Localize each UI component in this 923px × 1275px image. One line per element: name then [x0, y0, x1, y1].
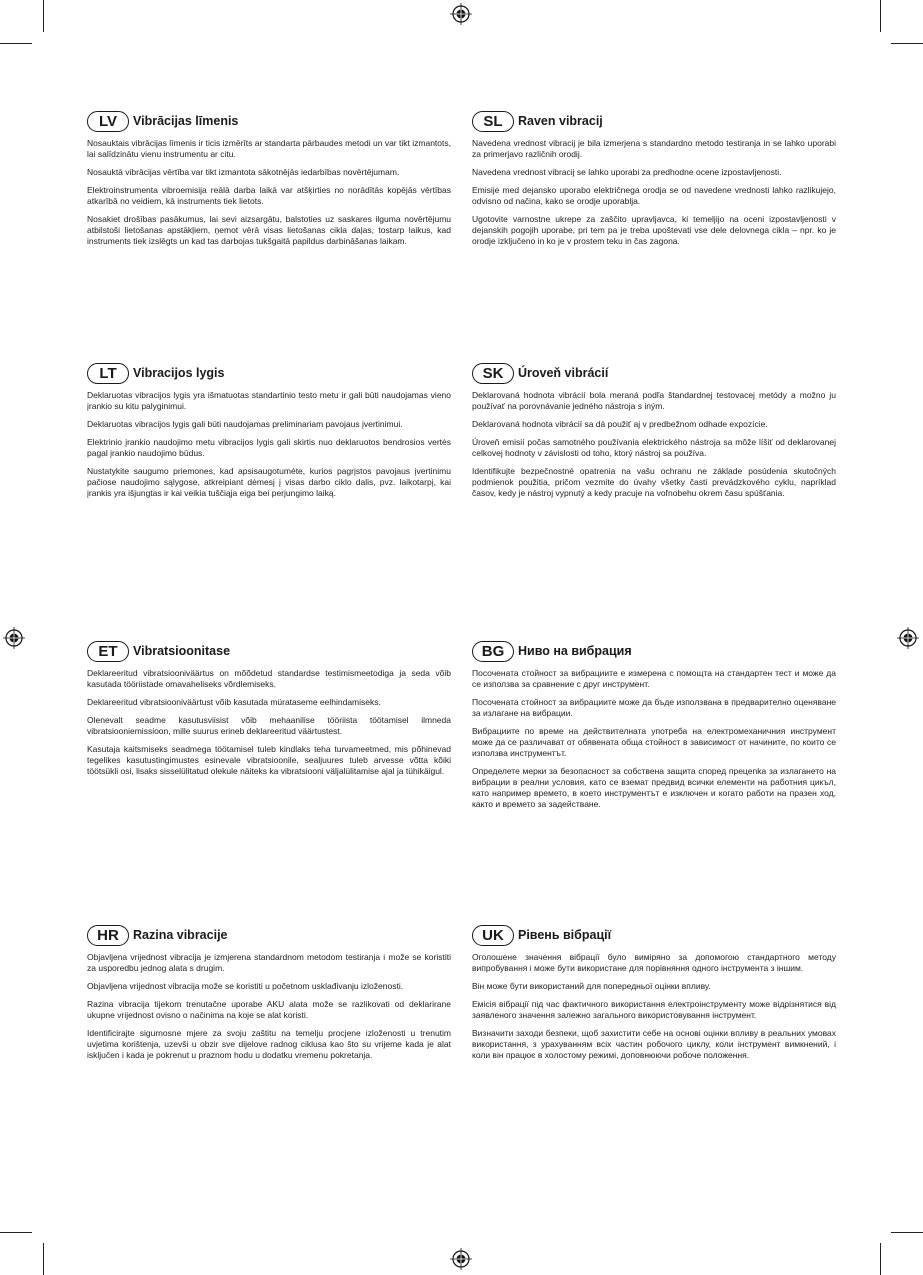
section-header	[472, 640, 836, 662]
paragraph: Navedena vrednost vibracij se lahko uporabi za predhodne ocene izpostavljenosti.	[472, 167, 782, 177]
paragraph: Deklarovaná hodnota vibrácií bola meraná podľa štandardnej testovacej metódy a možno ju používať na porovnávanie jedného nástroja s iným.	[472, 390, 836, 411]
section-title: Úroveň vibrácií	[518, 366, 609, 380]
section-title: Razina vibracije	[133, 928, 228, 942]
language-badge: SL	[472, 111, 514, 132]
paragraph: Ugotovite varnostne ukrepe za zaščito upravljavca, ki temeljijo na oceni izpostavljenosti v dejanskih pogojih uporabe, pri tem pa je treba upoštevati vse dele delovnega cikla – npr. ko je orodje izključeno in ko je v prostem teku in čas zagona.	[472, 214, 836, 246]
section-lv	[87, 110, 451, 254]
paragraph: Вибрациите по време на действителната употреба на електромеханичния инструмент може да се различават от обявената обща стойност в зависимост от начините, по които се използва инструментът.	[472, 726, 836, 758]
section-body	[472, 390, 836, 499]
language-badge: HR	[87, 925, 129, 946]
paragraph: Deklarovaná hodnota vibrácií sa dá použiť aj v predbežnom odhade expozície.	[472, 419, 768, 429]
crop-mark	[891, 43, 923, 44]
crop-mark	[0, 1232, 32, 1233]
section-header	[472, 110, 836, 132]
paragraph: Deklaruotas vibracijos lygis yra išmatuotas standartinio testo metu ir gali būti naudojamas vieno įrankio su kitu palyginimui.	[87, 390, 451, 411]
paragraph: Определете мерки за безопасност за собствена защита според прецenka за излагането на вибрации в реални условия, като се вземат предвид всички елементи на работния цикъл, като например времето, в което инструментът е изключен и когато работи на празен ход, както и времето за задействане.	[472, 766, 836, 809]
section-bg	[472, 640, 836, 817]
section-body	[472, 952, 836, 1061]
paragraph: Nosauktā vibrācijas vērtība var tikt izmantota sākotnējās iedarbības novērtējumam.	[87, 167, 400, 177]
section-body	[87, 668, 451, 777]
paragraph: Razina vibracija tijekom trenutačne uporabe AKU alata može se razlikovati od deklarirane ukupne vrijednost ovisno o načinima na koje se alat koristi.	[87, 999, 451, 1020]
section-et	[87, 640, 451, 784]
paragraph: Deklareeritud vibratsiooniväärtust võib kasutada mürataseme eelhindamiseks.	[87, 697, 381, 707]
paragraph: Deklareeritud vibratsiooniväärtus on mõõdetud standardse testimismeetodiga ja seda võib kasutada tööriistade omavaheliseks võrdlemiseks.	[87, 668, 451, 689]
paragraph: Identifikujte bezpečnostné opatrenia na vašu ochranu ne základe posúdenia skutočných podmienok použitia, pričom vezmite do úvahy všetky časti prevádzkového cyklu, napríklad časov, kedy je nástroj vypnutý a kedy pracuje na voľnobehu okrem času spúšťania.	[472, 466, 836, 498]
section-header	[472, 362, 836, 384]
registration-mark-icon	[897, 627, 919, 649]
section-header	[87, 640, 451, 662]
paragraph: Визначити заходи безпеки, щоб захистити себе на основі оцінки впливу в реальних умовах використання, з урахуванням всіх частин робочого циклу, коли інструмент вимкнений, і коли він працює в холостому режимі, доповнюючи робоче положення.	[472, 1028, 836, 1060]
section-title: Рівень вібрації	[518, 928, 612, 942]
section-title: Raven vibracij	[518, 114, 603, 128]
paragraph: Він може бути використаний для попередньої оцінки впливу.	[472, 981, 711, 991]
paragraph: Identificirajte sigurnosne mjere za svoju zaštitu na temelju procjene izloženosti u trenutim uvjetima korištenja, uzevši u obzir sve dijelove radnog ciklusa kao što su vrijeme kada je alat isključen i kada je pokrenut u praznom hodu u dodatku vremenu pokretanja.	[87, 1028, 451, 1060]
paragraph: Deklaruotas vibracijos lygis gali būti naudojamas preliminariam pavojaus įvertinimui.	[87, 419, 403, 429]
section-body	[472, 138, 836, 247]
section-body	[87, 390, 451, 499]
language-badge: LT	[87, 363, 129, 384]
paragraph: Olenevalt seadme kasutusviisist võib mehaanilise tööriista töötamisel ilmneda vibratsiooniemissioon, mille suurus erineb deklareeritud väärtustest.	[87, 715, 451, 736]
section-title: Vibracijos lygis	[133, 366, 225, 380]
section-sl	[472, 110, 836, 254]
language-badge: BG	[472, 641, 514, 662]
paragraph: Objavljena vrijednost vibracija može se koristiti u početnom usklađivanju izloženosti.	[87, 981, 404, 991]
section-lt	[87, 362, 451, 506]
section-header	[87, 110, 451, 132]
paragraph: Elektrinio įrankio naudojimo metu vibracijos lygis gali skirtis nuo deklaruotos bendrosios vertės pagal įrankio naudojimo būdus.	[87, 437, 451, 458]
crop-mark	[880, 0, 881, 32]
section-title: Vibrācijas līmenis	[133, 114, 239, 128]
section-sk	[472, 362, 836, 506]
language-badge: SK	[472, 363, 514, 384]
paragraph: Емісія вібрації під час фактичного використання електроінструменту може відрізнятися від заявленого значення залежно загального використовування інструмент.	[472, 999, 836, 1020]
section-title: Ниво на вибрация	[518, 644, 632, 658]
paragraph: Посочената стойност за вибрациите може да бъде използвана в предварително оценяване за излагане на вибрации.	[472, 697, 836, 718]
crop-mark	[43, 1243, 44, 1275]
paragraph: Посочената стойност за вибрациите е измерена с помощта на стандартен тест и може да се използва за сравнение с друг инструмент.	[472, 668, 836, 689]
crop-mark	[880, 1243, 881, 1275]
paragraph: Elektroinstrumenta vibroemisija reālā darba laikā var atšķirties no norādītās kopējās vērtības atkarībā no veidiem, kā instruments tiek lietots.	[87, 185, 451, 206]
paragraph: Nosauktais vibrācijas līmenis ir ticis izmērīts ar standarta pārbaudes metodi un var tikt izmantots, lai salīdzinātu vienu instrumentu ar citu.	[87, 138, 451, 159]
language-badge: LV	[87, 111, 129, 132]
section-title: Vibratsioonitase	[133, 644, 231, 658]
paragraph: Kasutaja kaitsmiseks seadmega töötamisel tuleb kindlaks teha turvameetmed, mis põhinevad tegelikes kasutustingimustes esinevale vibratsioonile, sealjuures tuleb arvesse võtta kõiki töötsükli osi, lisaks sisselülitatud olekule näiteks ka vibratsiooni väljalülitamise ajal ja tühikäigul.	[87, 744, 451, 776]
paragraph: Úroveň emisií počas samotného používania elektrického nástroja sa môže líšiť od deklarovanej celkovej hodnoty v závislosti od toho, ktorý nástroj sa používa.	[472, 437, 836, 458]
paragraph: Nustatykite saugumo priemones, kad apsisaugotumėte, kurios pagrįstos pavojaus įvertinimu pačiose naudojimo sąlygose, atkreipiant dėmesį į visas darbo ciklo dalis, pvz. laikotarpį, kai įrankis yra išjungtas ir kai veikia tuščiąja eiga bei perjungimo laiką.	[87, 466, 451, 498]
paragraph: Objavljena vrijednost vibracija je izmjerena standardnom metodom testiranja i može se koristiti za usporedbu jednog alata s drugim.	[87, 952, 451, 973]
paragraph: Emisije med dejansko uporabo električnega orodja se od navedene vrednosti lahko razlikujejo, odvisno od načina, kako se orodje uporablja.	[472, 185, 836, 206]
section-header	[472, 924, 836, 946]
paragraph: Nosakiet drošības pasākumus, lai sevi aizsargātu, balstoties uz saskares ilguma novērtējumu atbilstoši lietošanas apstākļiem, ņemot vērā visas lietošanas cikla daļas, tostarp laikus, kad instruments tiek izslēgts un kad tas darbojas tukšgaitā papildus darbināšanas laikam.	[87, 214, 451, 246]
registration-mark-icon	[3, 627, 25, 649]
section-uk	[472, 924, 836, 1068]
registration-mark-icon	[450, 1248, 472, 1270]
section-hr	[87, 924, 451, 1068]
paragraph: Navedena vrednost vibracij je bila izmerjena s standardno metodo testiranja in se lahko uporabi za primerjavo različnih orodij.	[472, 138, 836, 159]
section-header	[87, 924, 451, 946]
paragraph: Оголошене значення вібрації було виміряно за допомогою стандартного методу випробування і може бути використане для порівняння одного інструмента з іншим.	[472, 952, 836, 973]
section-body	[87, 952, 451, 1061]
language-badge: ET	[87, 641, 129, 662]
crop-mark	[43, 0, 44, 32]
section-body	[87, 138, 451, 247]
registration-mark-icon	[450, 3, 472, 25]
section-header	[87, 362, 451, 384]
section-body	[472, 668, 836, 810]
crop-mark	[0, 43, 32, 44]
crop-mark	[891, 1232, 923, 1233]
language-badge: UK	[472, 925, 514, 946]
